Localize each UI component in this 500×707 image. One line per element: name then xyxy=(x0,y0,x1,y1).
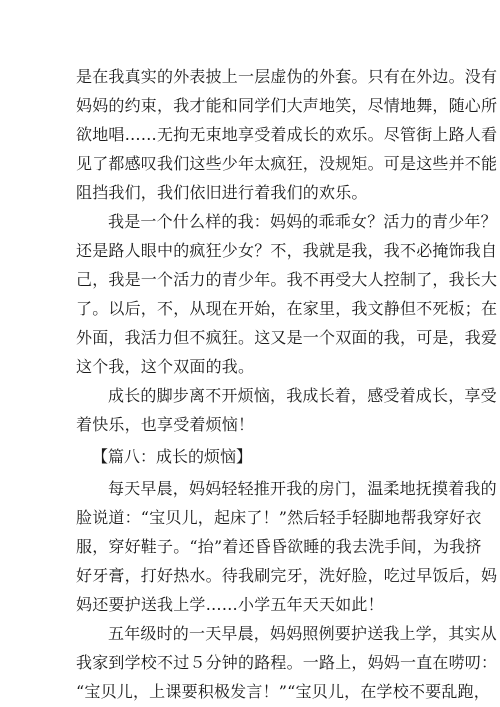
text-line: 妈妈的约束，我才能和同学们大声地笑，尽情地舞，随心所 xyxy=(76,96,498,115)
text-line: 是在我真实的外表披上一层虚伪的外套。只有在外边。没有 xyxy=(76,67,498,86)
text-line: 了。以后，不，从现在开始，在家里，我文静但不死板；在 xyxy=(76,299,498,318)
section-heading xyxy=(76,442,436,471)
text-line: 欲地唱……无拘无束地享受着成长的欢乐。尽管街上路人看 xyxy=(76,125,498,144)
text-line: 我家到学校不过５分钟的路程。一路上，妈妈一直在唠叨： xyxy=(76,653,498,672)
text-line: 每天早晨，妈妈轻轻推开我的房门，温柔地抚摸着我的 xyxy=(108,479,497,498)
paragraph-2 xyxy=(76,207,498,381)
article-body xyxy=(76,62,498,706)
text-line: 服，穿好鞋子。“抬”着还昏昏欲睡的我去洗手间，为我挤 xyxy=(76,537,482,556)
text-line: 成长的脚步离不开烦恼，我成长着，感受着成长，享受 xyxy=(108,386,497,405)
paragraph-1 xyxy=(76,62,498,207)
text-line: 五年级时的一天早晨，妈妈照例要护送我上学，其实从 xyxy=(108,624,497,643)
text-line: 脸说道：“宝贝儿，起床了！”然后轻手轻脚地帮我穿好衣 xyxy=(76,508,482,527)
text-line: 还是路人眼中的疯狂少女？不，我就是我，我不必掩饰我自 xyxy=(76,241,498,260)
text-line: 己，我是一个活力的青少年。我不再受大人控制了，我长大 xyxy=(76,270,498,289)
text-line: 我是一个什么样的我：妈妈的乖乖女？活力的青少年？ xyxy=(108,212,497,231)
text-line: 妈还要护送我上学……小学五年天天如此！ xyxy=(76,595,384,614)
text-line: 着快乐，也享受着烦恼！ xyxy=(76,415,255,434)
text-line: “宝贝儿，上课要积极发言！”“宝贝儿，在学校不要乱跑， xyxy=(76,682,490,701)
text-line: 这个我，这个双面的我。 xyxy=(76,357,255,376)
paragraph-3 xyxy=(76,381,497,439)
text-line: 好牙膏，打好热水。待我刷完牙，洗好脸，吃过早饭后，妈 xyxy=(76,566,498,585)
text-line: 阻挡我们，我们依旧进行着我们的欢乐。 xyxy=(76,183,368,202)
paragraph-4 xyxy=(76,474,498,619)
section-heading-text: 【篇八：成长的烦恼】 xyxy=(92,447,253,466)
text-line: 外面，我活力但不疯狂。这又是一个双面的我，可是，我爱 xyxy=(76,328,498,347)
text-line: 见了都感叹我们这些少年太疯狂，没规矩。可是这些并不能 xyxy=(76,154,498,173)
paragraph-5 xyxy=(76,619,498,706)
